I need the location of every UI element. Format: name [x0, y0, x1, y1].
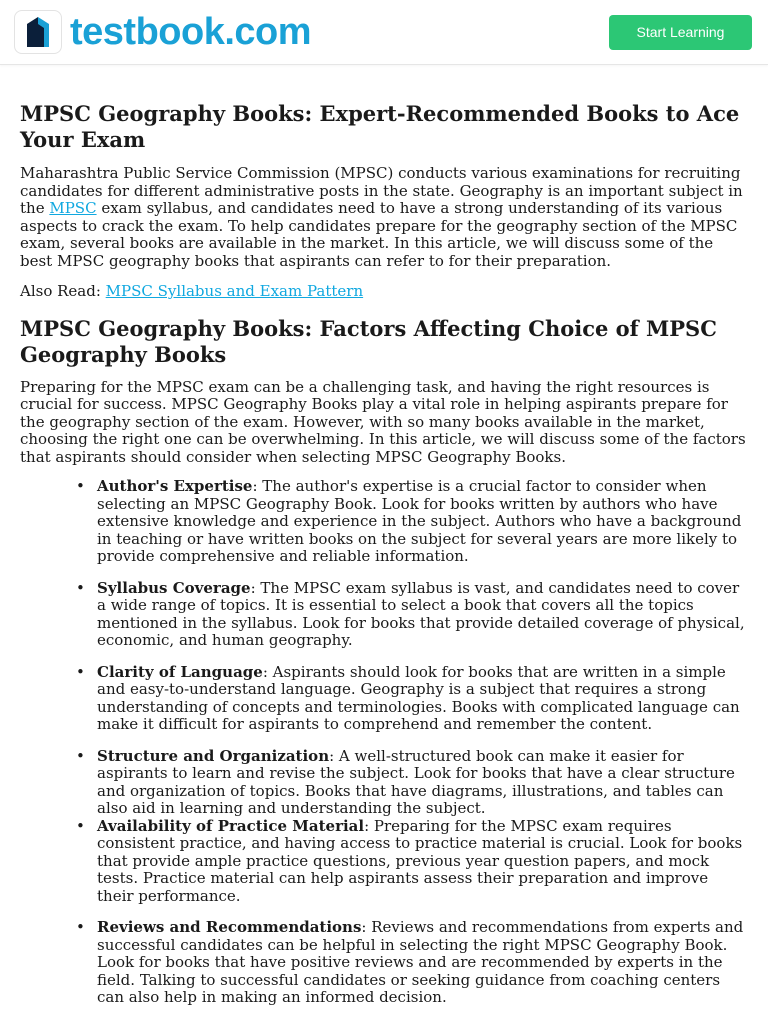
- section-intro-paragraph: Preparing for the MPSC exam can be a challenging task, and having the right resources is crucial for success. MPSC Geography Books play a vital role in helping aspirants prepare for the geography section of the exam. However, with so many books available in the market, choosing the right one can be overwhelming. In this article, we will discuss some of the factors that aspirants should consider when selecting MPSC Geography Books.: [20, 377, 746, 466]
- list-item: [20, 580, 748, 650]
- factor-text: : A well-structured book can make it easier for aspirants to learn and revise the subject. Look for books that have a clear structure and organization of topics. Books that have diagrams, illustrations, and tables can also aid in learning and understanding the subject.: [97, 746, 735, 817]
- syllabus-exam-pattern-link[interactable]: MPSC Syllabus and Exam Pattern: [105, 282, 364, 300]
- factor-text: : Reviews and recommendations from experts and successful candidates can be helpful in selecting the right MPSC Geography Book. Look for books that have positive reviews and are recommended by experts in the field. Talking to successful candidates or seeking guidance from coaching centers can also help in making an informed decision.: [97, 918, 744, 1006]
- factor-text: : Aspirants should look for books that are written in a simple and easy-to-understand language. Geography is a subject that requires a strong understanding of concepts and terminologies. Books with complicated language can make it difficult for aspirants to comprehend and remember the content.: [97, 662, 740, 733]
- list-item: [20, 748, 748, 818]
- logo-text: testbook.com: [70, 10, 312, 53]
- also-read: [20, 283, 748, 301]
- list-item: [20, 664, 748, 734]
- start-learning-button[interactable]: Start Learning: [609, 15, 752, 50]
- factor-term: Reviews and Recommendations: [97, 918, 362, 936]
- bullet-icon: •: [76, 662, 85, 681]
- factor-term: Author's Expertise: [97, 477, 253, 495]
- bullet-icon: •: [76, 477, 85, 495]
- factor-term: Clarity of Language: [97, 662, 263, 681]
- factor-term: Structure and Organization: [97, 746, 330, 765]
- bullet-icon: •: [76, 816, 85, 835]
- mpsc-link[interactable]: MPSC: [49, 199, 97, 217]
- bullet-icon: •: [76, 918, 85, 936]
- factor-text: : The MPSC exam syllabus is vast, and candidates need to cover a wide range of topics. It is essential to select a book that covers all the topics mentioned in the syllabus. Look for books that provide detailed coverage of physical, economic, and human geography.: [97, 578, 745, 649]
- bullet-icon: •: [76, 578, 85, 597]
- factor-text: : The author's expertise is a crucial factor to consider when selecting an MPSC Geography Book. Look for books written by authors who have extensive knowledge and experience in the subject. Authors who have a background in teaching or have written books on the subject for several years are more likely to provide comprehensive and reliable information.: [97, 477, 742, 565]
- site-header: [0, 0, 768, 65]
- intro-paragraph: [20, 165, 748, 270]
- list-item: [20, 919, 748, 1007]
- intro-text-before-link: Maharashtra Public Service Commission (MPSC) conducts various examinations for recruiting candidates for different administrative posts in the state. Geography is an important subject in the: [20, 164, 743, 217]
- page-title: MPSC Geography Books: Expert-Recommended Books to Ace Your Exam: [20, 101, 740, 152]
- intro-text-after-link: exam syllabus, and candidates need to have a strong understanding of its various aspects to crack the exam. To help candidates prepare for the geography section of the MPSC exam, several books are available in the market. In this article, we will discuss some of the best MPSC geography books that aspirants can refer to for their preparation.: [20, 199, 738, 270]
- logo[interactable]: [14, 10, 311, 54]
- list-item: [20, 818, 748, 906]
- also-read-label: Also Read:: [20, 282, 106, 300]
- article: [0, 101, 768, 1007]
- factor-term: Syllabus Coverage: [97, 578, 251, 597]
- factor-text: : Preparing for the MPSC exam requires consistent practice, and having access to practice material is crucial. Look for books that provide ample practice questions, previous year question papers, and mock tests. Practice material can help aspirants assess their preparation and improve their performance.: [97, 816, 743, 905]
- list-item: [20, 478, 748, 566]
- section-heading: MPSC Geography Books: Factors Affecting Choice of MPSC Geography Books: [20, 315, 717, 367]
- factor-term: Availability of Practice Material: [97, 816, 365, 835]
- testbook-logo-icon: [14, 10, 62, 54]
- factors-list: [20, 478, 748, 1007]
- bullet-icon: •: [76, 746, 85, 765]
